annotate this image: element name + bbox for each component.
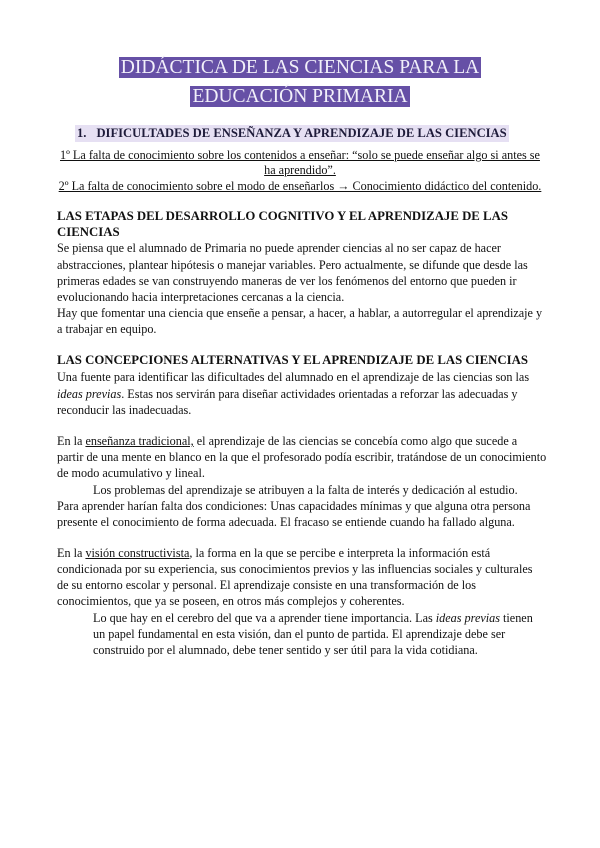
- paragraph-line: Para aprender harían falta dos condiciones: Unas capacidades mínimas y que alguna otra persona: [57, 499, 531, 513]
- paragraph-line: abstracciones, plantear hipótesis o manejar variables. Pero actualmente, se difunde que desde las: [57, 258, 528, 272]
- paragraph-line: Los problemas del aprendizaje se atribuyen a la falta de interés y dedicación al estudio.: [93, 483, 518, 497]
- ideas-previas-emphasis: ideas previas: [57, 387, 122, 401]
- text: tienen: [499, 611, 533, 625]
- etapas-heading-2: CIENCIAS: [57, 225, 120, 239]
- paragraph-line: conocimientos, que ya se poseen, en otros más complejos y coherentes.: [57, 594, 405, 608]
- ensenanza-tradicional-term: enseñanza tradicional,: [85, 434, 194, 448]
- paragraph-line: a trabajar en equipo.: [57, 322, 157, 336]
- paragraph-line: Hay que fomentar una ciencia que enseñe a pensar, a hacer, a hablar, a autorregular el aprendizaje y: [57, 306, 543, 320]
- etapas-heading: LAS ETAPAS DEL DESARROLLO COGNITIVO Y EL APRENDIZAJE DE LAS: [57, 209, 508, 223]
- text: . Estas nos servirán para diseñar actividades orientadas a reforzar las adecuadas y: [121, 387, 518, 401]
- document-title-line-2: EDUCACIÓN PRIMARIA: [192, 86, 408, 107]
- paragraph-line: [57, 386, 517, 402]
- text: En la: [57, 434, 86, 448]
- paragraph-line: [57, 433, 517, 449]
- text: Lo que hay en el cerebro del que va a aprender tiene importancia. Las: [93, 611, 436, 625]
- paragraph-line: condicionada por su experiencia, sus conocimientos previos y las influencias sociales y culturales: [57, 562, 533, 576]
- difficulty-2: 2º La falta de conocimiento sobre el modo de enseñarlos → Conocimiento didáctico del contenido.: [58, 179, 542, 193]
- paragraph-line: [57, 545, 490, 561]
- paragraph-line: [93, 610, 533, 626]
- text: el aprendizaje de las ciencias se concebía como algo que sucede a: [193, 434, 518, 448]
- paragraph-line: Una fuente para identificar las dificultades del alumnado en el aprendizaje de las ciencias son las: [57, 370, 530, 384]
- paragraph-line: presente el conocimiento de forma adecuada. El fracaso se entiende cuando ha fallado alguna.: [57, 515, 515, 529]
- text: En la: [57, 546, 86, 560]
- document-title-line-1: DIDÁCTICA DE LAS CIENCIAS PARA LA: [120, 57, 480, 78]
- ideas-previas-emphasis: ideas previas: [435, 611, 500, 625]
- concepciones-heading: LAS CONCEPCIONES ALTERNATIVAS Y EL APRENDIZAJE DE LAS CIENCIAS: [57, 353, 529, 367]
- paragraph-line: construido por el alumnado, debe tener sentido y ser útil para la vida cotidiana.: [93, 643, 478, 657]
- section-heading-1: 1. DIFICULTADES DE ENSEÑANZA Y APRENDIZAJE DE LAS CIENCIAS: [77, 126, 507, 140]
- paragraph-line: evolucionando hacia interpretaciones cercanas a la ciencia.: [57, 290, 345, 304]
- paragraph-line: primeras edades se van construyendo maneras de ver los fenómenos del entorno que pueden ir: [57, 274, 517, 288]
- difficulty-1-line-2: ha aprendido”.: [264, 163, 336, 177]
- paragraph-line: un papel fundamental en esta visión, dan el punto de partida. El aprendizaje debe ser: [93, 627, 506, 641]
- text: , la forma en la que se percibe e interpreta la información está: [189, 546, 491, 560]
- vision-constructivista-term: visión constructivista: [85, 546, 190, 560]
- paragraph-line: de modo acumulativo y lineal.: [57, 466, 205, 480]
- difficulty-1-line-1: 1º La falta de conocimiento sobre los contenidos a enseñar: “solo se puede enseñar algo si antes se: [60, 148, 540, 162]
- paragraph-line: de su entorno escolar y personal. El aprendizaje consiste en una transformación de los: [57, 578, 476, 592]
- paragraph-line: partir de una mente en blanco en la que el profesorado podía escribir, tratándose de un conocimiento: [57, 450, 547, 464]
- paragraph-line: reconducir las inadecuadas.: [57, 403, 192, 417]
- paragraph-line: Se piensa que el alumnado de Primaria no puede aprender ciencias al no ser capaz de hacer: [57, 241, 501, 255]
